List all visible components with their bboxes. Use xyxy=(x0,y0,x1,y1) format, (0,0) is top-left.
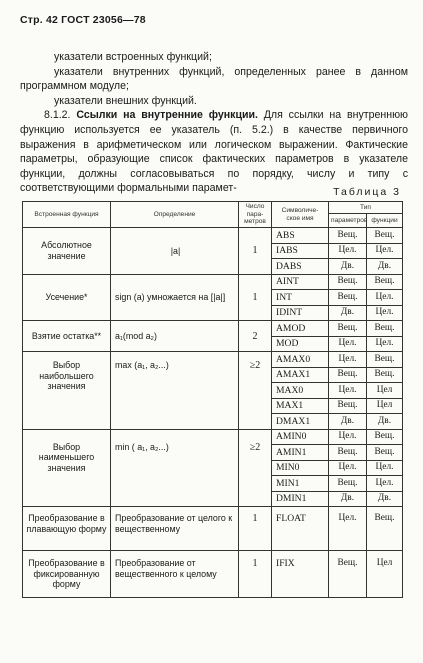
param-type: Вещ. xyxy=(329,445,367,461)
symbolic-name: FLOAT xyxy=(272,507,329,551)
symbolic-name: IFIX xyxy=(272,551,329,598)
param-count: 1 xyxy=(239,228,272,275)
function-name: Усечение* xyxy=(23,274,111,321)
table-row xyxy=(23,429,403,445)
symbolic-name: AMAX0 xyxy=(272,352,329,368)
table-row xyxy=(23,321,403,337)
symbolic-name: ABS xyxy=(272,228,329,244)
func-type: Вещ. xyxy=(367,429,403,445)
param-count: 1 xyxy=(239,274,272,321)
function-name: Выбор наибольшего значения xyxy=(23,352,111,430)
func-type: Цел. xyxy=(367,336,403,352)
function-definition: max (a₁, a₂...) xyxy=(111,352,239,430)
section-text: Для ссылки на внутреннюю функцию используется ее указатель (п. 5.2.) в качестве первичного выражения в арифметическом или логическом выражении. Фактические параметры, образующие список фактических параметров в указателе функции, должны согласовываться по порядку, числу и типу с соответствующими формальными парамет- xyxy=(20,109,408,195)
func-type: Цел xyxy=(367,383,403,399)
param-type: Вещ. xyxy=(329,398,367,414)
symbolic-name: AINT xyxy=(272,274,329,290)
function-definition: Преобразование от целого к вещественному xyxy=(111,507,239,551)
param-count: 1 xyxy=(239,551,272,598)
param-type: Дв. xyxy=(329,414,367,430)
page-header: Стр. 42 ГОСТ 23056—78 xyxy=(20,14,146,26)
param-type: Вещ. xyxy=(329,476,367,492)
func-type: Вещ. xyxy=(367,507,403,551)
func-type: Вещ. xyxy=(367,367,403,383)
symbolic-name: INT xyxy=(272,290,329,306)
symbolic-name: AMAX1 xyxy=(272,367,329,383)
section-8-1-2 xyxy=(20,108,408,196)
symbolic-name: MAX1 xyxy=(272,398,329,414)
param-count: 2 xyxy=(239,321,272,352)
param-type: Вещ. xyxy=(329,274,367,290)
list-line-2: указатели внутренних функций, определенных ранее в данном программном модуле; xyxy=(20,65,408,93)
function-name: Преобразование в фиксированную форму xyxy=(23,551,111,598)
param-type: Вещ. xyxy=(329,321,367,337)
param-type: Цел. xyxy=(329,429,367,445)
header-type-func: функции xyxy=(367,214,403,228)
symbolic-name: AMIN1 xyxy=(272,445,329,461)
table-row xyxy=(23,274,403,290)
symbolic-name: MIN1 xyxy=(272,476,329,492)
function-name: Абсолютное значение xyxy=(23,228,111,275)
symbolic-name: AMIN0 xyxy=(272,429,329,445)
param-type: Вещ. xyxy=(329,228,367,244)
param-type: Вещ. xyxy=(329,551,367,598)
header-definition: Определение xyxy=(111,202,239,228)
func-type: Цел. xyxy=(367,476,403,492)
symbolic-name: MIN0 xyxy=(272,460,329,476)
param-type: Вещ. xyxy=(329,367,367,383)
func-type: Цел. xyxy=(367,305,403,321)
param-type: Цел. xyxy=(329,507,367,551)
table-caption: Таблица 3 xyxy=(333,186,401,198)
function-name: Выбор наименьшего значения xyxy=(23,429,111,507)
list-line-1: указатели встроенных функций; xyxy=(54,51,212,63)
func-type: Цел. xyxy=(367,290,403,306)
function-name: Взятие остатка** xyxy=(23,321,111,352)
param-type: Вещ. xyxy=(329,290,367,306)
function-name: Преобразование в плавающую форму xyxy=(23,507,111,551)
func-type: Дв. xyxy=(367,491,403,507)
func-type: Цел. xyxy=(367,243,403,259)
func-type: Цел. xyxy=(367,460,403,476)
function-definition: |a| xyxy=(111,228,239,275)
param-type: Дв. xyxy=(329,259,367,275)
symbolic-name: MOD xyxy=(272,336,329,352)
param-count: ≥2 xyxy=(239,352,272,430)
func-type: Цел xyxy=(367,398,403,414)
param-type: Дв. xyxy=(329,305,367,321)
symbolic-name: IABS xyxy=(272,243,329,259)
table-row xyxy=(23,507,403,551)
func-type: Вещ. xyxy=(367,445,403,461)
header-type: Тип xyxy=(329,202,403,214)
list-line-3: указатели внешних функций. xyxy=(54,94,197,107)
param-count: ≥2 xyxy=(239,429,272,507)
header-param-count: Число пара- метров xyxy=(239,202,272,228)
section-title: Ссылки на внутренние функции. xyxy=(76,109,258,122)
table-row xyxy=(23,352,403,368)
function-definition: min ( a₁, a₂...) xyxy=(111,429,239,507)
header-builtin: Встроенная функция xyxy=(23,202,111,228)
symbolic-name: AMOD xyxy=(272,321,329,337)
func-type: Цел xyxy=(367,551,403,598)
func-type: Вещ. xyxy=(367,352,403,368)
table-row xyxy=(23,551,403,598)
param-type: Цел. xyxy=(329,460,367,476)
builtin-functions-table xyxy=(22,201,403,598)
func-type: Вещ. xyxy=(367,228,403,244)
header-type-params: параметров xyxy=(329,214,367,228)
func-type: Дв. xyxy=(367,259,403,275)
param-type: Цел. xyxy=(329,336,367,352)
symbolic-name: DABS xyxy=(272,259,329,275)
param-type: Цел. xyxy=(329,243,367,259)
symbolic-name: MAX0 xyxy=(272,383,329,399)
param-type: Цел. xyxy=(329,352,367,368)
param-type: Дв. xyxy=(329,491,367,507)
function-definition: Преобразование от вещественного к целому xyxy=(111,551,239,598)
func-type: Вещ. xyxy=(367,274,403,290)
function-definition: a₁(mod a₂) xyxy=(111,321,239,352)
section-number: 8.1.2. xyxy=(44,109,71,122)
body-text xyxy=(20,50,408,196)
func-type: Вещ. xyxy=(367,321,403,337)
symbolic-name: DMIN1 xyxy=(272,491,329,507)
param-count: 1 xyxy=(239,507,272,551)
func-type: Дв. xyxy=(367,414,403,430)
table-row xyxy=(23,228,403,244)
function-definition: sign (a) умножается на [|a|] xyxy=(111,274,239,321)
symbolic-name: IDINT xyxy=(272,305,329,321)
header-symbolic: Символиче- ское имя xyxy=(272,202,329,228)
symbolic-name: DMAX1 xyxy=(272,414,329,430)
param-type: Цел. xyxy=(329,383,367,399)
